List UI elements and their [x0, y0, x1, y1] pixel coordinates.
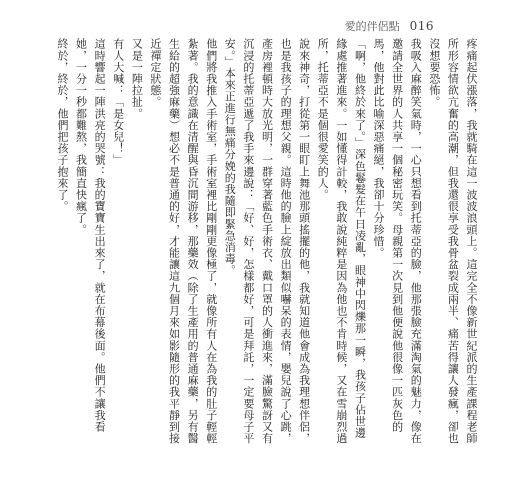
- paragraph: 他們將我推入手術室，手術室裡比剛剛更像極了，就像所有人在為我的肚子輕輕紮著。我的意識在清醒與昏沉間游移，那藥效（除了生產用的普通麻藥，另有醫生給的超強麻藥）想必不是普通的好，才能讓這九個月來如影隨形的我平靜到接近禪定狀態。: [148, 38, 218, 444]
- running-head-title: 愛的伴侶點: [344, 20, 400, 33]
- paragraph: 有人大喊：「是女兒！」: [111, 38, 125, 166]
- paragraph: 疼痛起伏漲落，我就騎在這一波波浪頭上。這完全不像新世紀派的生產課程老師所形容情欲亢奮的高潮，但我還很享受我骨盆裂成兩半、痛苦得讓人發瘋，卻也沒想要恐怖。: [427, 38, 478, 444]
- body-text: [44, 38, 480, 446]
- running-head: [345, 18, 434, 34]
- paragraph: 說來神奇，打從第一眼盯上舞池那頭搖擺的他，我就知道他會成為我理想伴侶，也是我孩子的理想父親。這時他的臉上綻放出類似嚇呆的表情，嬰兒說了心跳，產房裡頓時大放光明，一群穿著藍色手術衣、戴口罩的人衝進來，滿臉驚訝又有沉浸的托蒂亞遞了我手來邊說：「好、好，怎樣都好，可是拜託，一定要母子平安。」本來正進行無痛分娩的我隨即緊急消毒。: [223, 38, 311, 444]
- paragraph: 「啊，他終於來了。」深色鬈髮在午日凌亂，眼神中閃爍那一瞬，我孩子佔世邊緣處推著進來。一如懂得計較，我敢說純粹是因為他也不肯時候，又在雪崩烈過所，托蒂亞不是個很愛笑的人。: [316, 38, 367, 444]
- paragraph: 我吸入麻醉笑氣時，一心只想看到托蒂亞的臉，他那張臉充滿淘氣的魅力，像在邀請全世界的人共享一個秘密玩笑。母親第一次見到他便說他很像一匹灰色的馬，他對此比喻深惡痛絕，我卻十分珍惜。: [372, 38, 423, 444]
- page-number: 016: [409, 19, 434, 33]
- paragraph: 又是一陣拉扯。: [130, 38, 144, 120]
- paragraph: 終於，終於，他們把孩子抱來了。: [55, 38, 69, 212]
- paragraph: 這時響起一陣洪亮的哭號：我的寶寶生出來了，就在布幕後面。他們不讓我看她，一分一秒都難熬，我簡直快瘋了。: [74, 38, 107, 433]
